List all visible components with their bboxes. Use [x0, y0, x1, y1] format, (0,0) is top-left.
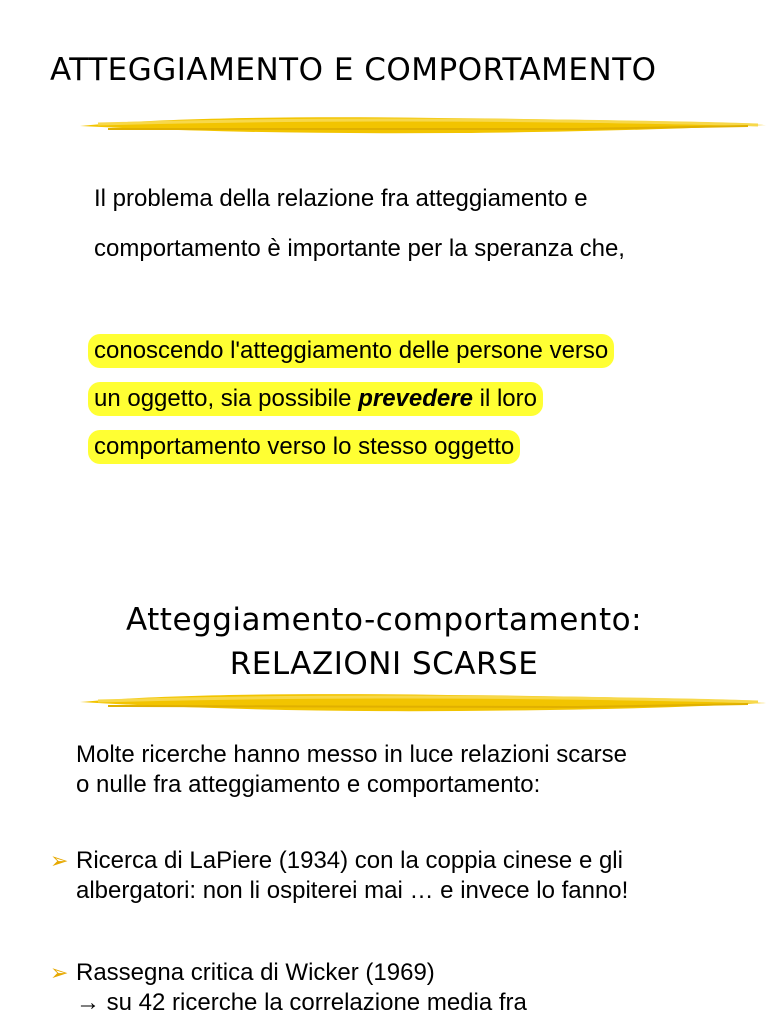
slide-1-intro-line-2: comportamento è importante per la speranza che,: [94, 235, 625, 262]
emphasis-prevedere: prevedere: [358, 385, 473, 412]
slide-2-title-line-2: RELAZIONI SCARSE: [229, 646, 539, 682]
highlight-line-3: comportamento verso lo stesso oggetto: [88, 430, 520, 464]
bullet-2-line-1: Rassegna critica di Wicker (1969): [76, 959, 435, 986]
slide-2-intro: [76, 740, 627, 800]
bullet-1-line-1: Ricerca di LaPiere (1934) con la coppia cinese e gli: [76, 847, 623, 874]
slide-2-intro-line-1: Molte ricerche hanno messo in luce relazioni scarse: [76, 741, 627, 768]
bullet-2-line-2: → su 42 ricerche la correlazione media fra: [76, 989, 527, 1016]
highlight-line-2-end: il loro: [472, 385, 537, 412]
slide-1-highlighted-statement: [94, 334, 614, 478]
highlight-line-2: [88, 382, 543, 416]
highlight-line-2-start: un oggetto, sia possibile: [94, 385, 359, 412]
slide-1-intro-line-1: Il problema della relazione fra atteggiamento e: [94, 185, 588, 212]
highlight-line-1: conoscendo l'atteggiamento delle persone verso: [88, 334, 614, 368]
title-underline-stroke-2: [78, 688, 768, 718]
bullet-arrow-icon: ➢: [50, 848, 69, 873]
bullet-1-line-2: albergatori: non li ospiterei mai … e invece lo fanno!: [76, 877, 629, 904]
title-underline-stroke-1: [78, 110, 768, 140]
slide-2-title-line-1: Atteggiamento-comportamento:: [125, 602, 643, 638]
slide-1-intro: [94, 174, 625, 274]
slide-2-intro-line-2: o nulle fra atteggiamento e comportamento:: [76, 771, 541, 798]
bullet-arrow-icon: ➢: [50, 960, 69, 985]
slide-1-title: ATTEGGIAMENTO E COMPORTAMENTO: [50, 52, 657, 88]
